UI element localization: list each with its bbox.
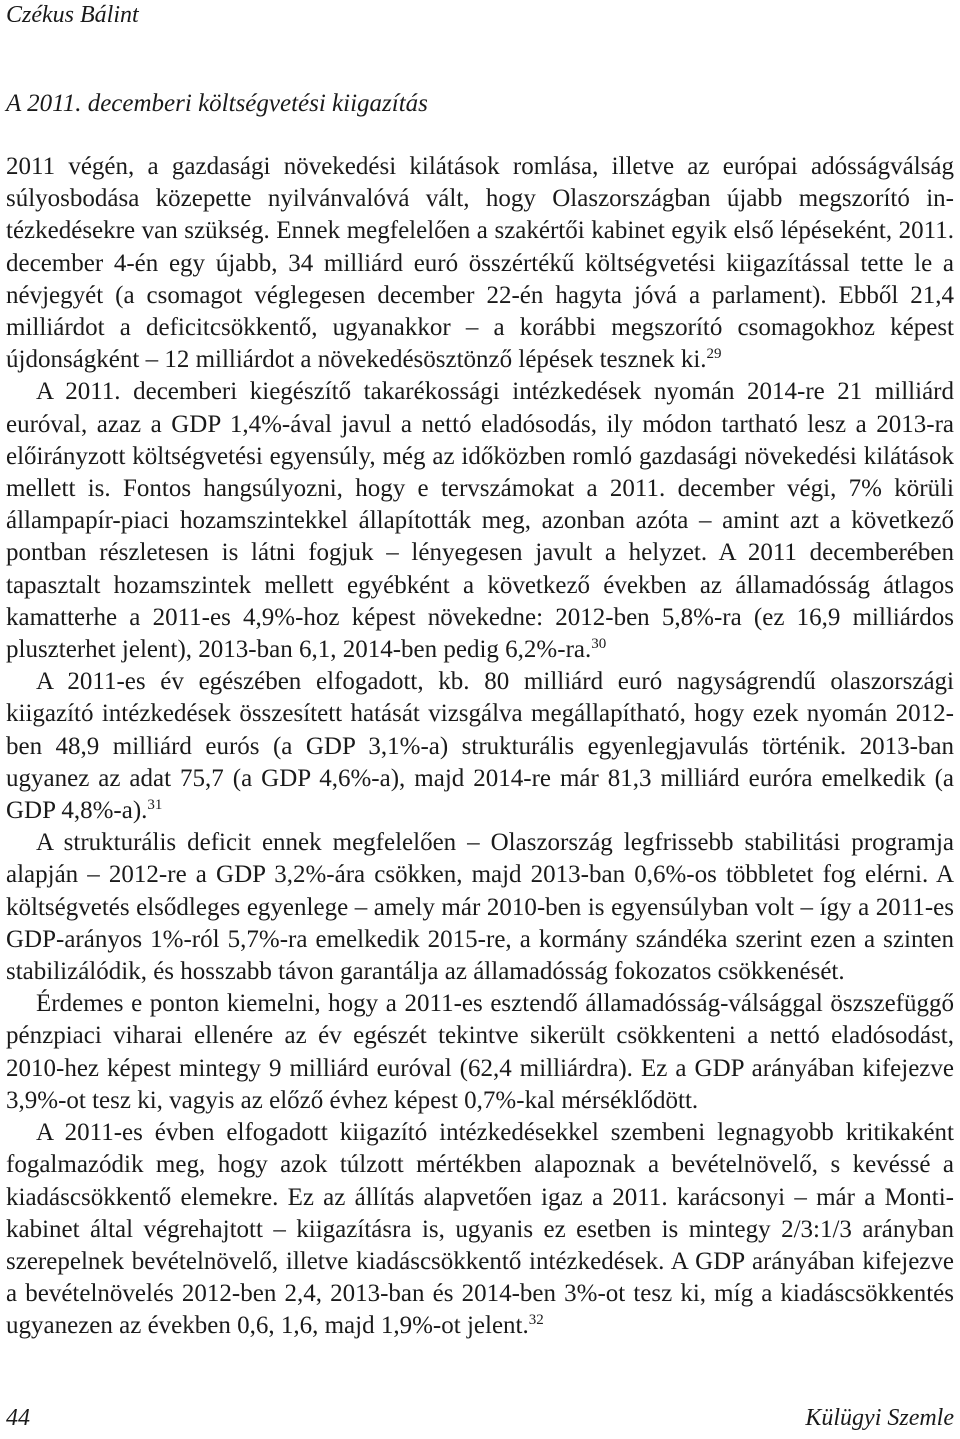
section-title: A 2011. decemberi költségvetési kiigazítás [6, 90, 428, 117]
paragraph [6, 988, 954, 1117]
paragraph-text: A 2011. decemberi kiegészítő takarékossági intézkedések nyomán 2014-re 21 milliárd euróval, azaz a GDP 1,4%-ával javul a nettó eladósodás, ily módon tartható lesz a 2013-ra előirányzott költségvetési egyensúly, még az időközben romló gazdasági növekedési kilátások mellett is. Fontos hangsúlyozni, hogy e tervszámokat a 2011. december végi, 7% körüli állampapír-piaci hozamszintekkel állapították meg, azonban azóta – amint azt a következő pontban részletesen is látni fogjuk – lényegesen javult a helyzet. A 2011 decemberében tapasztalt hozamszintek mellett egyébként a következő években az államadósság átlagos kamatterhe a 2011-es 4,9%-hoz képest növekedne: 2012-ben 5,8%-ra (ez 16,9 milliárdos pluszterhet jelent), 2013-ban 6,1, 2014-ben pedig 6,2%-ra. [6, 378, 954, 664]
paragraph-text: Érdemes e ponton kiemelni, hogy a 2011-es esztendő államadósság-válsággal öszszefüggő pénzpiaci viharai ellenére az év egészét tekintve sikerült csökkenteni a nettó eladósodást, 2010-hez képest mintegy 9 milliárd euróval (62,4 milliárdra). Ez a GDP arányában kifejezve 3,9%-ot tesz ki, vagyis az előző évhez képest 0,7%-kal mérséklődött. [6, 990, 954, 1114]
paragraph [6, 376, 954, 666]
paragraph [6, 827, 954, 988]
paragraph-text: A 2011-es évben elfogadott kiigazító intézkedésekkel szembeni legnagyobb kritikaként fogalmazódik meg, hogy azok túlzott mértékben alapoznak a bevételnövelő, s kevéssé a kiadáscsökkentő elemekre. Ez az állítás alapvetően igaz a 2011. karácsonyi – már a Monti-kabinet által végrehajtott – kiigazításra is, ugyanis ez esetben is mintegy 2/3:1/3 arányban szerepelnek bevételnövelő, illetve kiadáscsökkentő intézkedések. A GDP arányában kifejezve a bevételnövelés 2012-ben 2,4, 2013-ban és 2014-ben 3%-ot tesz ki, míg a kiadáscsökkentés ugyanezen az években 0,6, 1,6, majd 1,9%-ot jelent. [6, 1119, 954, 1340]
footnote-ref: 30 [591, 636, 607, 653]
footnote-ref: 29 [706, 346, 722, 363]
paragraph [6, 666, 954, 827]
paragraph-text: A 2011-es év egészében elfogadott, kb. 80 milliárd euró nagyságrendű olaszországi kiigazító intézkedések összesített hatását vizsgálva megállapítható, hogy ezek nyomán 2012-ben 48,9 milliárd eurós (a GDP 3,1%-a) strukturális egyenlegjavulás történik. 2013-ban ugyanez az adat 75,7 (a GDP 4,6%-a), majd 2014-re már 81,3 milliárd euróra emelkedik (a GDP 4,8%-a). [6, 668, 954, 825]
footnote-ref: 31 [147, 797, 163, 814]
paragraph-text: A strukturális deficit ennek megfelelően – Olaszország legfrissebb stabilitási programja alapján – 2012-re a GDP 3,2%-ára csökken, majd 2013-ban 0,6%-os többletet fog elérni. A költségvetés elsődleges egyenlege – amely már 2010-ben is egyensúlyban volt – így a 2011-es GDP-arányos 1%-ról 5,7%-ra emelkedik 2015-re, a kormány szándéka szerint ezen a szinten stabilizálódik, és hosszabb távon garantálja az államadósság fokozatos csökkenését. [6, 829, 954, 986]
page-number: 44 [6, 1405, 30, 1431]
paragraph-text: 2011 végén, a gazdasági növekedési kilátások romlása, illetve az európai adósságválság súlyosbodása közepette nyilvánvalóvá vált, hogy Olaszországban újabb megszorító intézkedésekre van szükség. Ennek megfelelően a szakértői kabinet egyik első lépéseként, 2011. december 4-én egy újabb, 34 milliárd euró összértékű költségvetési kiigazítással tette le a névjegyét (a csomagot véglegesen december 22-én hagyta jóvá a parlament). Ebből 21,4 milliárdot a deficitcsökkentő, ugyanakkor – a korábbi megszorító csomagokhoz képest újdonságként – 12 milliárdot a növekedésösztönző lépések tesznek ki. [6, 153, 954, 374]
running-head-author: Czékus Bálint [6, 2, 139, 28]
paragraph [6, 1117, 954, 1342]
footnote-ref: 32 [528, 1312, 544, 1329]
page-footer [6, 1403, 954, 1433]
paragraph [6, 151, 954, 376]
article-body [6, 151, 954, 1343]
journal-name: Külügyi Szemle [805, 1405, 954, 1431]
